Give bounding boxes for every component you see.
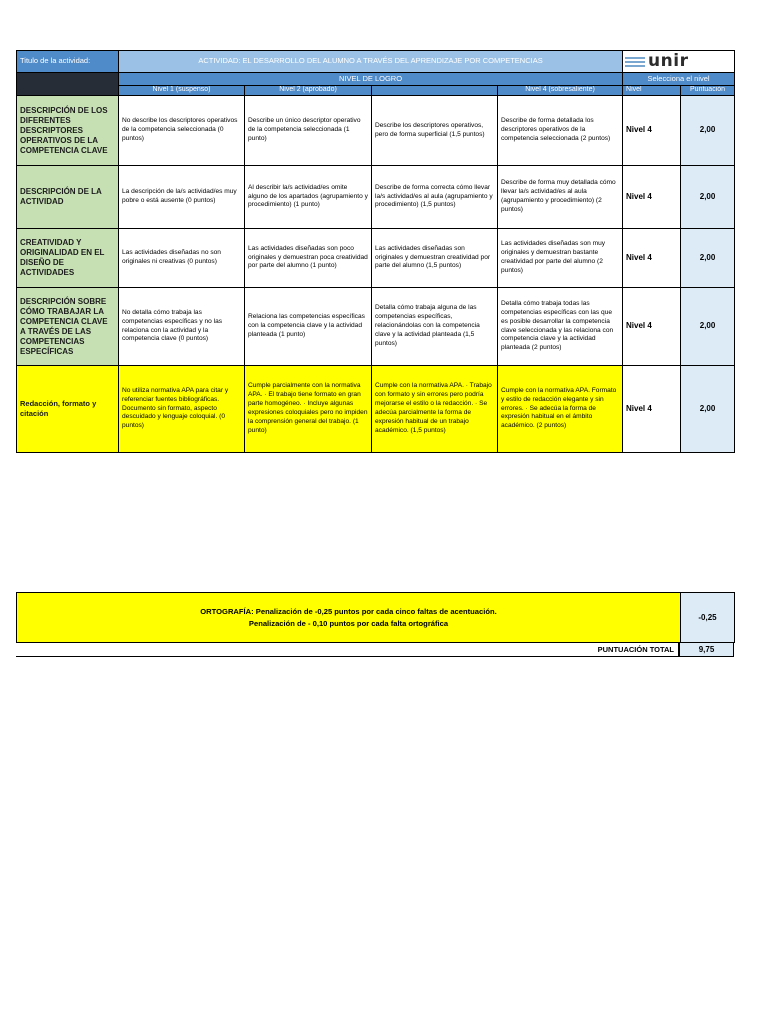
selected-level-cell[interactable]: Nivel 4 <box>623 166 681 229</box>
ortografia-text <box>17 593 681 643</box>
table-row <box>17 166 735 229</box>
activity-title-label: Titulo de la actividad: <box>17 51 119 73</box>
level-3-cell: Describe de forma correcta cómo llevar la/s actividad/es al aula (agrupamiento y procedimiento) (1,5 puntos) <box>372 166 498 229</box>
level-2-cell: Describe un único descriptor operativo de la competencia seleccionada (1 punto) <box>245 96 372 166</box>
level-2-cell: Cumple parcialmente con la normativa APA. · El trabajo tiene formato en gran parte homogéneo. · Incluye algunas expresiones coloquiales pero no impiden la comprensión general del trabajo. (1 punto) <box>245 366 372 453</box>
score-cell: 2,00 <box>681 229 735 288</box>
score-cell: 2,00 <box>681 366 735 453</box>
score-cell: 2,00 <box>681 96 735 166</box>
nivel-logro-row <box>17 73 735 86</box>
table-row <box>17 288 735 366</box>
level-1-cell: Las actividades diseñadas no son originales ni creativas (0 puntos) <box>119 229 245 288</box>
ortografia-line-2: Penalización de - 0,10 puntos por cada falta ortográfica <box>248 618 449 628</box>
nivel-de-logro-header: NIVEL DE LOGRO <box>119 73 623 86</box>
level-1-cell: No describe los descriptores operativos de la competencia seleccionada (0 puntos) <box>119 96 245 166</box>
level-3-cell: Cumple con la normativa APA. · Trabajo con formato y sin errores pero podría mejorarse el estilo o la redacción. · Se adecúa parcialmente la forma de expresión habitual de un trabajo académico. (1,5 puntos) <box>372 366 498 453</box>
ortografia-penalty-value: -0,25 <box>681 593 735 643</box>
selected-level-cell[interactable]: Nivel 4 <box>623 288 681 366</box>
score-cell: 2,00 <box>681 288 735 366</box>
col-nivel: Nivel <box>623 86 681 96</box>
score-cell: 2,00 <box>681 166 735 229</box>
title-row <box>17 51 735 73</box>
column-header-row <box>17 86 735 96</box>
level-1-cell: No utiliza normativa APA para citar y referenciar fuentes bibliográficas. Documento sin formato, aspecto descuidado y lenguaje coloquial. (0 puntos) <box>119 366 245 453</box>
level-4-cell: Detalla cómo trabaja todas las competencias específicas con las que es posible desarrollar la competencia clave seleccionada y las relaciona con competencia clave y la actividad planteada (2 puntos) <box>498 288 623 366</box>
col-nivel-2: Nivel 2 (aprobado) <box>245 86 372 96</box>
activity-title-value: ACTIVIDAD: EL DESARROLLO DEL ALUMNO A TRAVÉS DEL APRENDIZAJE POR COMPETENCIAS <box>119 51 623 73</box>
unir-logo-text: unir <box>648 51 689 72</box>
col-nivel-1: Nivel 1 (suspenso) <box>119 86 245 96</box>
level-2-cell: Relaciona las competencias específicas con la competencia clave y la actividad planteada (1 punto) <box>245 288 372 366</box>
col-puntuacion: Puntuación <box>681 86 735 96</box>
criterion-cell: DESCRIPCIÓN DE LA ACTIVIDAD <box>17 166 119 229</box>
criterion-cell: CREATIVIDAD Y ORIGINALIDAD EN EL DISEÑO DE ACTIVIDADES <box>17 229 119 288</box>
table-row <box>17 96 735 166</box>
level-3-cell: Las actividades diseñadas son originales y demuestran creatividad por parte del alumno (1,5 puntos) <box>372 229 498 288</box>
header-dark-block <box>17 73 119 96</box>
level-4-cell: Cumple con la normativa APA. Formato y estilo de redacción elegante y sin errores. · Se adecúa la forma de expresión habitual en el ámbito académico. (2 puntos) <box>498 366 623 453</box>
criterion-cell: DESCRIPCIÓN SOBRE CÓMO TRABAJAR LA COMPETENCIA CLAVE A TRAVÉS DE LAS COMPETENCIAS ESPECÍFICAS <box>17 288 119 366</box>
level-2-cell: Al describir la/s actividad/es omite alguno de los apartados (agrupamiento y procedimiento) (1 punto) <box>245 166 372 229</box>
level-3-cell: Detalla cómo trabaja alguna de las competencias específicas, relacionándolas con la competencia clave y la actividad planteada (1,5 puntos) <box>372 288 498 366</box>
total-score-row <box>16 643 734 657</box>
level-2-cell: Las actividades diseñadas son poco originales y demuestran poca creatividad por parte del alumno (1 punto) <box>245 229 372 288</box>
level-1-cell: La descripción de la/s actividad/es muy pobre o está ausente (0 puntos) <box>119 166 245 229</box>
col-nivel-3 <box>372 86 498 96</box>
rubric-table <box>16 50 735 453</box>
level-4-cell: Describe de forma muy detallada cómo llevar la/s actividad/es al aula (agrupamiento y procedimiento) (2 puntos) <box>498 166 623 229</box>
criterion-cell: DESCRIPCIÓN DE LOS DIFERENTES DESCRIPTORES OPERATIVOS DE LA COMPETENCIA CLAVE <box>17 96 119 166</box>
ortografia-line-1: ORTOGRAFÍA: Penalización de -0,25 puntos por cada cinco faltas de acentuación. <box>200 606 497 616</box>
selecciona-nivel-header: Selecciona el nivel <box>623 73 735 86</box>
col-nivel-4: Nivel 4 (sobresaliente) <box>498 86 623 96</box>
level-1-cell: No detalla cómo trabaja las competencias específicas y no las relaciona con la actividad y la competencia clave (0 puntos) <box>119 288 245 366</box>
level-3-cell: Describe los descriptores operativos, pero de forma superficial (1,5 puntos) <box>372 96 498 166</box>
table-row <box>17 229 735 288</box>
total-score-label: PUNTUACIÓN TOTAL <box>16 643 679 657</box>
level-4-cell: Describe de forma detallada los descriptores operativos de la competencia seleccionada (2 puntos) <box>498 96 623 166</box>
table-row <box>17 366 735 453</box>
selected-level-cell[interactable]: Nivel 4 <box>623 229 681 288</box>
level-4-cell: Las actividades diseñadas son muy originales y demuestran bastante creatividad por parte del alumno (2 puntos) <box>498 229 623 288</box>
selected-level-cell[interactable]: Nivel 4 <box>623 96 681 166</box>
total-score-value: 9,75 <box>679 643 734 657</box>
ortografia-table <box>16 592 735 643</box>
unir-logo <box>623 51 735 73</box>
unir-emblem-icon <box>625 56 645 68</box>
selected-level-cell[interactable]: Nivel 4 <box>623 366 681 453</box>
criterion-cell: Redacción, formato y citación <box>17 366 119 453</box>
